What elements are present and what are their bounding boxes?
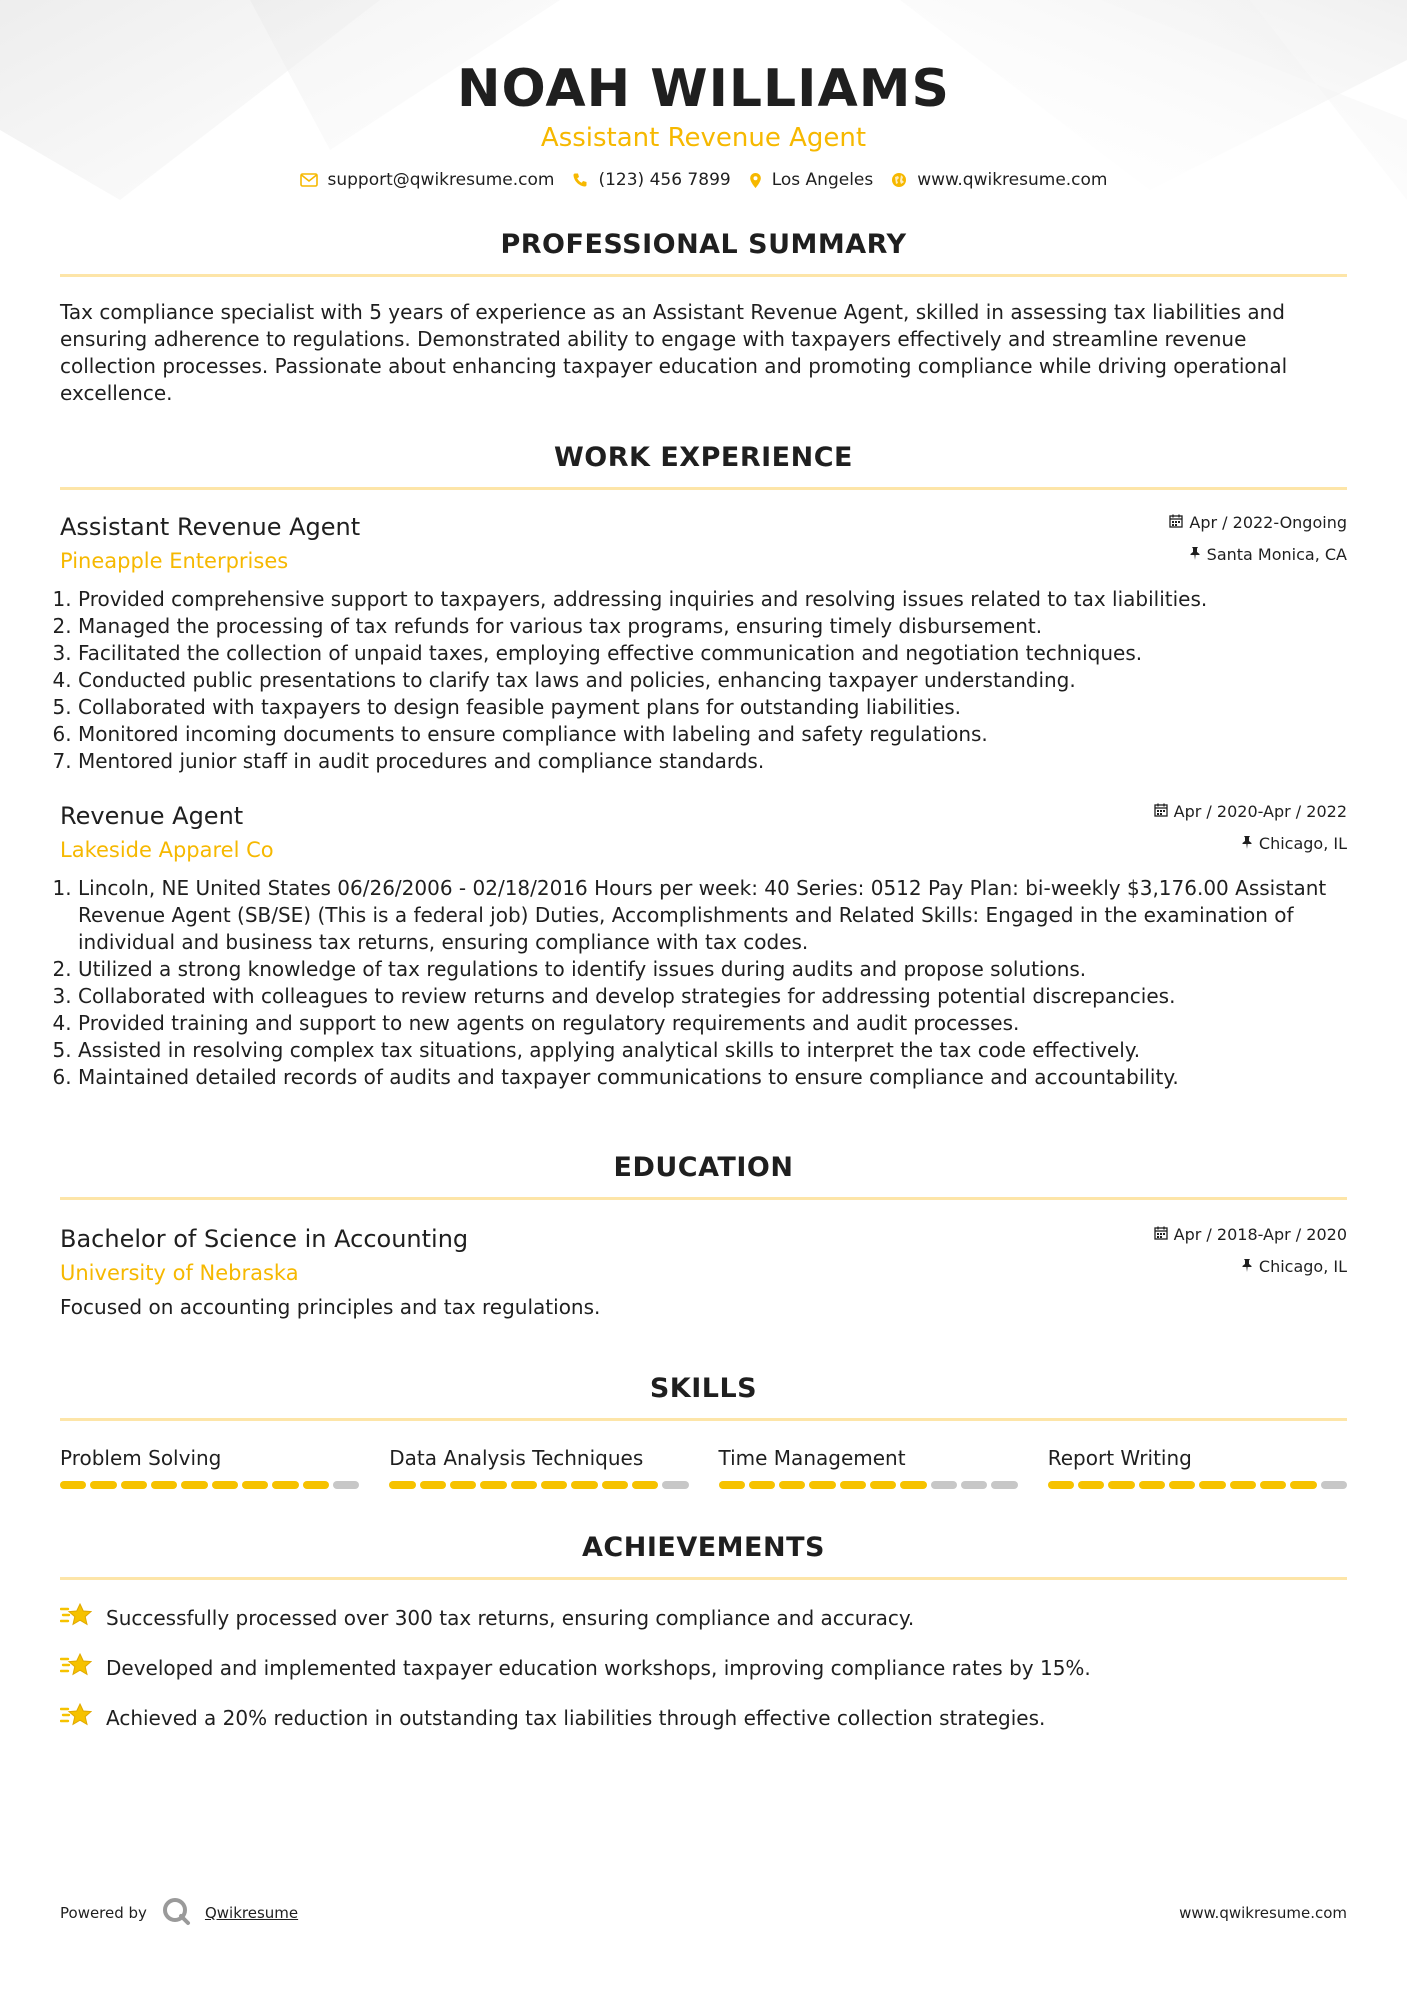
job-meta xyxy=(1154,801,1347,855)
job-duties xyxy=(60,875,1347,1091)
calendar-icon xyxy=(1154,801,1168,823)
skill-level-segment xyxy=(870,1481,896,1489)
contact-website[interactable] xyxy=(891,170,1107,190)
skill-level-segment xyxy=(181,1481,207,1489)
job-duties xyxy=(60,586,1347,775)
skill-level-segment xyxy=(1199,1481,1225,1489)
envelope-icon xyxy=(300,173,318,187)
skill-level-segment xyxy=(90,1481,116,1489)
duty-item: 4. Provided training and support to new agents on regulatory requirements and audit processes. xyxy=(78,1010,1347,1037)
skill-level-segment xyxy=(1321,1481,1347,1489)
contact-bar xyxy=(60,170,1347,190)
page-footer xyxy=(60,1896,1347,1930)
duty-item: 7. Mentored junior staff in audit procedures and compliance standards. xyxy=(78,748,1347,775)
star-icon xyxy=(60,1652,92,1684)
duty-item: 1. Provided comprehensive support to taxpayers, addressing inquiries and resolving issues related to tax liabilities. xyxy=(78,586,1347,613)
skill-level-segment xyxy=(1290,1481,1316,1489)
star-icon xyxy=(60,1602,92,1634)
experience-section xyxy=(60,441,1347,1091)
pushpin-icon xyxy=(1189,544,1201,566)
skill-level-segment xyxy=(511,1481,537,1489)
duty-item: 4. Conducted public presentations to clarify tax laws and policies, enhancing taxpayer understanding. xyxy=(78,667,1347,694)
skill-name: Report Writing xyxy=(1047,1446,1192,1470)
summary-heading: PROFESSIONAL SUMMARY xyxy=(500,229,907,260)
achievements-heading: ACHIEVEMENTS xyxy=(582,1532,825,1563)
job-location-text: Santa Monica, CA xyxy=(1206,545,1347,564)
job-company: Pineapple Enterprises xyxy=(60,549,289,573)
skill-level-segment xyxy=(662,1481,688,1489)
skill-level-bar xyxy=(389,1481,688,1489)
section-divider xyxy=(60,487,1347,490)
skill-name: Data Analysis Techniques xyxy=(389,1446,644,1470)
calendar-icon xyxy=(1154,1224,1168,1246)
skills-list xyxy=(60,1445,1347,1489)
skills-section xyxy=(60,1372,1347,1489)
skill-level-segment xyxy=(749,1481,775,1489)
duty-item: 6. Monitored incoming documents to ensure compliance with labeling and safety regulations. xyxy=(78,721,1347,748)
job-dates-text: Apr / 2020-Apr / 2022 xyxy=(1173,802,1347,821)
skill-level-segment xyxy=(272,1481,298,1489)
duty-item: 6. Maintained detailed records of audits and taxpayer communications to ensure compliance and accountability. xyxy=(78,1064,1347,1091)
duty-item: 3. Facilitated the collection of unpaid taxes, employing effective communication and negotiation techniques. xyxy=(78,640,1347,667)
pushpin-icon xyxy=(1241,1256,1253,1278)
job-location-text: Chicago, IL xyxy=(1258,834,1347,853)
job-title: Assistant Revenue Agent xyxy=(60,513,361,541)
job-location xyxy=(1169,544,1347,566)
education-location-text: Chicago, IL xyxy=(1258,1257,1347,1276)
duty-item: 2. Managed the processing of tax refunds for various tax programs, ensuring timely disbursement. xyxy=(78,613,1347,640)
achievements-list xyxy=(60,1602,1347,1734)
duty-item: 1. Lincoln, NE United States 06/26/2006 - 02/18/2016 Hours per week: 40 Series: 0512 Pay Plan: bi-weekly $3,176.00 Assistant Revenue Agent (SB/SE) (This is a federal job) Duties, Accomplishments and Related Skills: Engaged in the examination of individual and business tax returns, ensuring compliance with tax codes. xyxy=(78,875,1347,956)
skill-level-segment xyxy=(60,1481,86,1489)
achievement-item xyxy=(60,1702,1347,1734)
job-dates xyxy=(1169,512,1347,534)
phone-text: (123) 456 7899 xyxy=(598,170,731,190)
education-entry xyxy=(60,1224,1347,1320)
skill-level-segment xyxy=(931,1481,957,1489)
achievements-section xyxy=(60,1531,1347,1734)
job-dates-text: Apr / 2022-Ongoing xyxy=(1189,513,1347,532)
skill-level-bar xyxy=(1048,1481,1347,1489)
skill-item xyxy=(719,1445,1018,1489)
summary-text: Tax compliance specialist with 5 years of experience as an Assistant Revenue Agent, skilled in assessing tax liabilities and ensuring adherence to regulations. Demonstrated ability to engage with taxpayers effectively and streamline revenue collection processes. Passionate about enhancing taxpayer education and promoting compliance while driving operational excellence. xyxy=(60,300,1288,405)
pushpin-icon xyxy=(1241,833,1253,855)
education-header xyxy=(60,1224,1347,1286)
skill-level-segment xyxy=(1169,1481,1195,1489)
skill-level-segment xyxy=(961,1481,987,1489)
star-icon xyxy=(60,1702,92,1734)
degree-title: Bachelor of Science in Accounting xyxy=(60,1225,469,1253)
skill-item xyxy=(60,1445,359,1489)
achievement-item xyxy=(60,1602,1347,1634)
summary-section xyxy=(60,228,1347,407)
duty-item: 5. Assisted in resolving complex tax situations, applying analytical skills to interpret the tax code effectively. xyxy=(78,1037,1347,1064)
education-section xyxy=(60,1151,1347,1320)
skill-level-segment xyxy=(900,1481,926,1489)
skill-level-segment xyxy=(389,1481,415,1489)
duty-item: 2. Utilized a strong knowledge of tax regulations to identify issues during audits and propose solutions. xyxy=(78,956,1347,983)
achievement-text: Developed and implemented taxpayer education workshops, improving compliance rates by 15%. xyxy=(106,1656,1091,1680)
achievement-text: Achieved a 20% reduction in outstanding tax liabilities through effective collection strategies. xyxy=(106,1706,1046,1730)
education-location xyxy=(1154,1256,1347,1278)
skill-level-segment xyxy=(1260,1481,1286,1489)
education-note: Focused on accounting principles and tax regulations. xyxy=(60,1295,601,1319)
skill-level-segment xyxy=(541,1481,567,1489)
achievement-item xyxy=(60,1652,1347,1684)
skill-item xyxy=(1048,1445,1347,1489)
skill-level-segment xyxy=(1078,1481,1104,1489)
powered-by xyxy=(60,1896,298,1930)
brand-link[interactable]: Qwikresume xyxy=(204,1904,299,1922)
skill-level-segment xyxy=(809,1481,835,1489)
education-heading: EDUCATION xyxy=(613,1152,794,1183)
skill-level-segment xyxy=(779,1481,805,1489)
skill-level-segment xyxy=(212,1481,238,1489)
job-dates xyxy=(1154,801,1347,823)
candidate-name: NOAH WILLIAMS xyxy=(457,59,950,119)
job-entry-2 xyxy=(60,801,1347,1091)
email-text: support@qwikresume.com xyxy=(327,170,555,190)
location-text: Los Angeles xyxy=(771,170,874,190)
location-pin-icon xyxy=(749,172,762,189)
achievement-text: Successfully processed over 300 tax returns, ensuring compliance and accuracy. xyxy=(106,1606,915,1630)
section-divider xyxy=(60,1197,1347,1200)
skill-level-segment xyxy=(480,1481,506,1489)
education-dates-text: Apr / 2018-Apr / 2020 xyxy=(1173,1225,1347,1244)
education-dates xyxy=(1154,1224,1347,1246)
school-name: University of Nebraska xyxy=(60,1261,299,1285)
skill-level-segment xyxy=(303,1481,329,1489)
skill-level-segment xyxy=(333,1481,359,1489)
qwikresume-logo-icon xyxy=(161,1896,191,1930)
skill-level-segment xyxy=(719,1481,745,1489)
skill-level-segment xyxy=(450,1481,476,1489)
website-text: www.qwikresume.com xyxy=(917,170,1108,190)
skill-name: Problem Solving xyxy=(60,1446,222,1470)
job-entry-1 xyxy=(60,512,1347,775)
globe-icon xyxy=(891,172,907,188)
skill-level-segment xyxy=(602,1481,628,1489)
job-header xyxy=(60,512,1347,574)
job-header xyxy=(60,801,1347,863)
skill-level-segment xyxy=(1048,1481,1074,1489)
powered-by-label: Powered by xyxy=(60,1904,147,1922)
footer-website[interactable]: www.qwikresume.com xyxy=(1179,1904,1347,1922)
skill-level-segment xyxy=(420,1481,446,1489)
skill-level-segment xyxy=(151,1481,177,1489)
skill-level-segment xyxy=(1139,1481,1165,1489)
section-divider xyxy=(60,1577,1347,1580)
section-divider xyxy=(60,1418,1347,1421)
skills-heading: SKILLS xyxy=(649,1373,758,1404)
contact-phone[interactable] xyxy=(572,170,730,190)
duty-item: 5. Collaborated with taxpayers to design feasible payment plans for outstanding liabilities. xyxy=(78,694,1347,721)
skill-level-segment xyxy=(840,1481,866,1489)
calendar-icon xyxy=(1169,512,1183,534)
job-location xyxy=(1154,833,1347,855)
skill-level-segment xyxy=(1108,1481,1134,1489)
candidate-role: Assistant Revenue Agent xyxy=(540,123,867,153)
education-meta xyxy=(1154,1224,1347,1278)
contact-location xyxy=(749,170,874,190)
skill-level-bar xyxy=(60,1481,359,1489)
contact-email[interactable] xyxy=(300,170,555,190)
phone-icon xyxy=(572,172,588,188)
resume-header xyxy=(60,0,1347,190)
duty-item: 3. Collaborated with colleagues to review returns and develop strategies for addressing potential discrepancies. xyxy=(78,983,1347,1010)
skill-name: Time Management xyxy=(718,1446,906,1470)
skill-level-segment xyxy=(242,1481,268,1489)
skill-level-segment xyxy=(1230,1481,1256,1489)
skill-level-segment xyxy=(121,1481,147,1489)
experience-heading: WORK EXPERIENCE xyxy=(554,442,853,473)
job-title: Revenue Agent xyxy=(60,802,244,830)
skill-level-segment xyxy=(571,1481,597,1489)
skill-level-bar xyxy=(719,1481,1018,1489)
skill-level-segment xyxy=(991,1481,1017,1489)
skill-item xyxy=(389,1445,688,1489)
job-meta xyxy=(1169,512,1347,566)
skill-level-segment xyxy=(632,1481,658,1489)
job-company: Lakeside Apparel Co xyxy=(60,838,274,862)
section-divider xyxy=(60,274,1347,277)
